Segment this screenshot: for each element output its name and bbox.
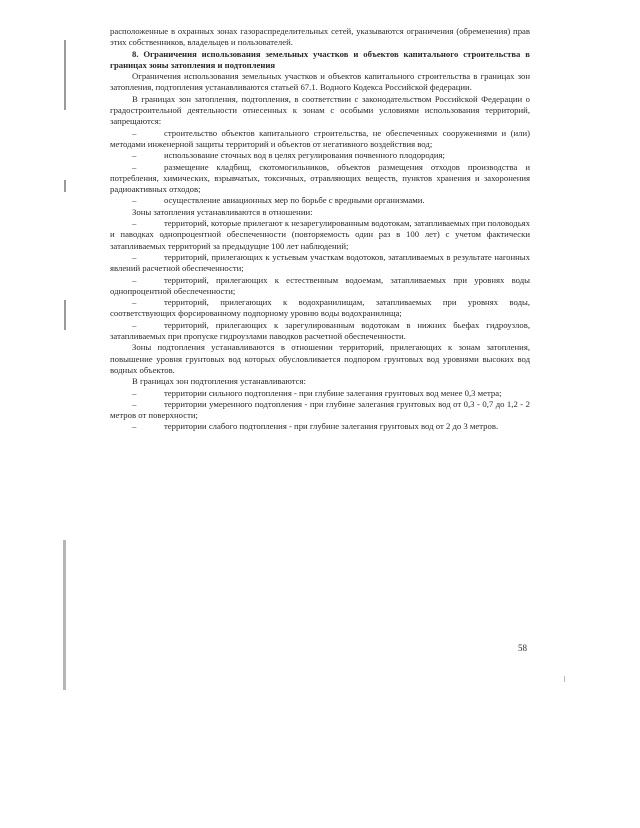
list-item xyxy=(110,297,530,320)
list-dash: – xyxy=(132,127,137,138)
paragraph: В границах зон подтопления устанавливаются: xyxy=(132,376,306,387)
list-dash: – xyxy=(132,398,137,409)
list-dash: – xyxy=(132,161,137,172)
list-dash: – xyxy=(132,251,137,262)
list-item-text: территорий, прилегающих к зарегулированным водотокам в нижних бьефах гидроузлов, затапливаемых при пропуске гидроузлами паводков расчетной обеспеченности. xyxy=(110,319,530,342)
scan-mark xyxy=(564,676,565,682)
document-body xyxy=(110,26,530,433)
paragraph: Ограничения использования земельных участков и объектов капитального строительства в границах зон затопления, подтопления устанавливаются статьей 67.1. Водного Кодекса Российской федерации. xyxy=(110,71,530,93)
list-item xyxy=(110,275,530,298)
list-item-text: территории слабого подтопления - при глубине залегания грунтовых вод от 2 до 3 метров. xyxy=(164,421,499,432)
list-dash: – xyxy=(132,297,137,308)
list-dash: – xyxy=(132,387,137,398)
list-item-text: использование сточных вод в целях регулирования почвенного плодородия; xyxy=(164,150,445,161)
list-item xyxy=(110,195,530,206)
paragraph: Зоны затопления устанавливаются в отношении: xyxy=(132,206,313,217)
list-dash: – xyxy=(132,421,137,432)
list-item xyxy=(110,421,530,432)
list-item xyxy=(110,162,530,196)
list-item xyxy=(110,320,530,343)
list-item xyxy=(110,399,530,422)
scan-edge-artifact xyxy=(60,0,74,828)
list-dash: – xyxy=(132,319,137,330)
list-item-text: территории умеренного подтопления - при глубине залегания грунтовых вод от 0,3 - 0,7 до 1,2 - 2 метров от поверхности; xyxy=(110,398,530,421)
list-item-text: территорий, прилегающих к естественным водоемам, затапливаемых при уровнях воды однопроцентной обеспеченности; xyxy=(110,274,530,296)
list-item-text: территорий, прилегающих к водохранилищам, затапливаемых при уровнях воды, соответствующих форсированному подпорному уровню воды водохранилища; xyxy=(110,297,530,319)
list-dash: – xyxy=(132,195,137,206)
list-item-text: осуществление авиационных мер по борьбе с вредными организмами. xyxy=(164,195,425,206)
list-dash: – xyxy=(132,218,137,229)
list-item xyxy=(110,218,530,252)
list-item xyxy=(110,252,530,275)
page-number: 58 xyxy=(518,643,527,653)
paragraph: расположенные в охранных зонах газораспределительных сетей, указываются ограничения (обременения) прав этих собственников, владельцев и пользователей. xyxy=(110,26,530,48)
list-item xyxy=(110,150,530,161)
list-item xyxy=(110,128,530,151)
section-heading: 8. Ограничения использования земельных участков и объектов капитального строительства в границах зоны затопления и подтопления xyxy=(110,48,530,70)
list-dash: – xyxy=(132,150,137,161)
list-item-text: строительство объектов капитального строительства, не обеспеченных сооружениями и (или) методами инженерной защиты территорий и объектов от негативного воздействия вод; xyxy=(110,127,530,149)
paragraph: Зоны подтопления устанавливаются в отношении территорий, прилегающих к зонам затопления, повышение уровня грунтовых вод которых обусловливается подпором грунтовых вод уровнями высоких вод водных объектов. xyxy=(110,342,530,375)
list-item-text: размещение кладбищ, скотомогильников, объектов размещения отходов производства и потребления, химических, взрывчатых, токсичных, отравляющих веществ, пунктов хранения и захоронения радиоактивных отходов; xyxy=(110,161,530,195)
list-item-text: территорий, прилегающих к устьевым участкам водотоков, затапливаемых в результате нагонных явлений расчетной обеспеченности; xyxy=(110,251,530,274)
paragraph: В границах зон затопления, подтопления, в соответствии с законодательством Российской Федерации о градостроительной деятельности отнесенных к зонам с особыми условиями использования территорий, запрещаются: xyxy=(110,93,530,127)
list-dash: – xyxy=(132,274,137,285)
list-item-text: территории сильного подтопления - при глубине залегания грунтовых вод менее 0,3 метра; xyxy=(164,387,502,398)
list-item-text: территорий, которые прилегают к незарегулированным водотокам, затапливаемых при половодьях и паводках однопроцентной обеспеченности (повторяемость один раз в 100 лет) с учетом фактически затапливаемых территорий за предыдущие 100 лет наблюдений; xyxy=(110,218,530,251)
list-item xyxy=(110,388,530,399)
